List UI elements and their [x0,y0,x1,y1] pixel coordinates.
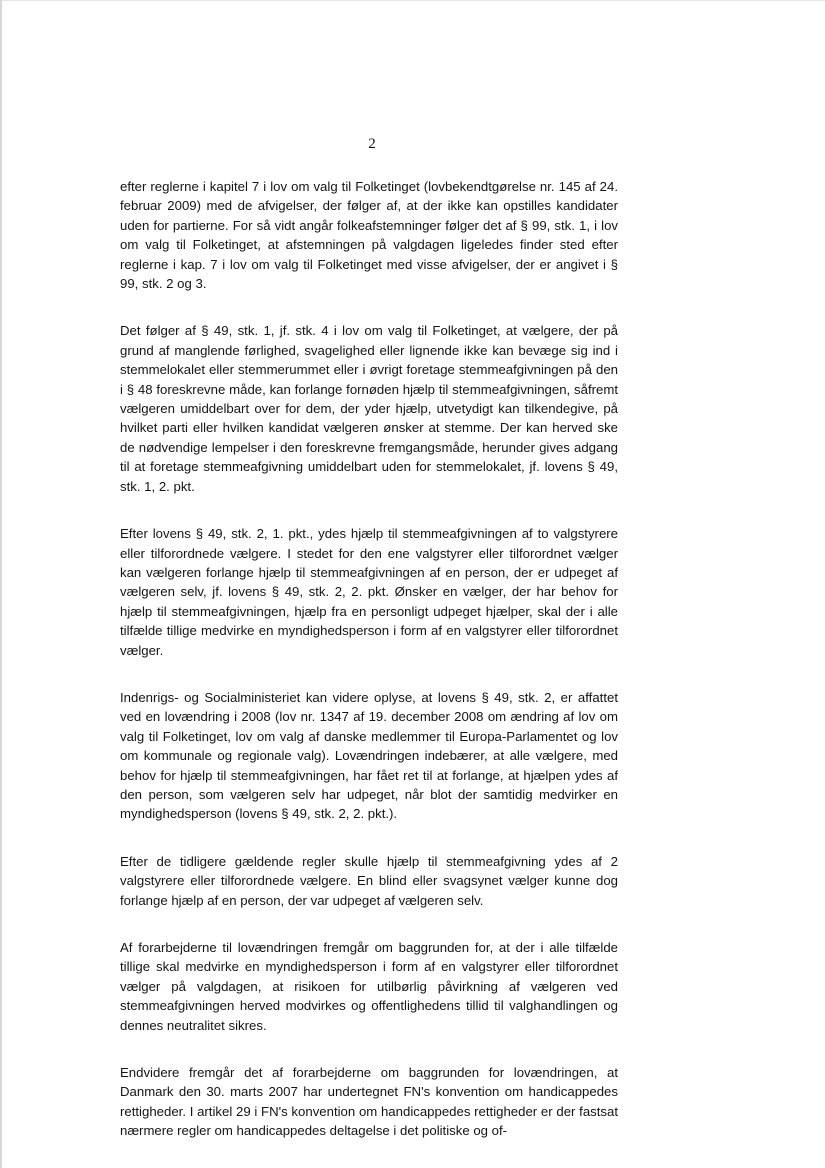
paragraph-5: Efter de tidligere gældende regler skulle hjælp til stemmeafgivning ydes af 2 valgstyrere eller tilforordnede vælgere. En blind eller svagsynet vælger kunne dog forlange hjælp af en person, der var udpeget af vælgeren selv. [120,853,618,908]
paragraph-6: Af forarbejderne til lovændringen fremgår om baggrunden for, at der i alle tilfælde tillige skal medvirke en myndighedsperson i form af en valgstyrer eller tilforordnet vælger på valgdagen, at risikoen for utilbørlig påvirkning af vælgeren ved stemmeafgivningen herved modvirkes og offentlighedens tillid til valghandlingen og dennes neutralitet sikres. [120,940,618,1033]
paragraph-3: Efter lovens § 49, stk. 2, 1. pkt., ydes hjælp til stemmeafgivningen af to valgstyrere eller tilforordnede vælgere. I stedet for den ene valgstyrer eller tilforordnet vælger kan vælgeren forlange hjælp til stemmeafgivningen af en person, der er udpeget af vælgeren selv, jf. lovens § 49, stk. 2, 2. pkt. Ønsker en vælger, der har behov for hjælp til stemmeafgivningen, hjælp fra en personligt udpeget hjælper, skal der i alle tilfælde tillige medvirke en myndighedsperson i form af en valgstyrer eller tilforordnet vælger. [120,526,618,658]
paragraph-1: efter reglerne i kapitel 7 i lov om valg til Folketinget (lovbekendtgørelse nr. 145 af 24. februar 2009) med de afvigelser, der følger af, at der ikke kan opstilles kandidater uden for partierne. For så vidt angår folkeafstemninger følger det af § 99, stk. 1, i lov om valg til Folketinget, at afstemningen på valgdagen ligeledes finder sted efter reglerne i kap. 7 i lov om valg til Folketinget med visse afvigelser, der er angivet i § 99, stk. 2 og 3. [120,179,618,292]
paragraph-4: Indenrigs- og Socialministeriet kan videre oplyse, at lovens § 49, stk. 2, er affattet ved en lovændring i 2008 (lov nr. 1347 af 19. december 2008 om ændring af lov om valg til Folketinget, lov om valg af danske medlemmer til Europa-Parlamentet og lov om kommunale og regionale valg). Lovændringen indebærer, at alle vælgere, med behov for hjælp til stemmeafgivningen, har fået ret til at forlange, at hjælpen ydes af den person, som vælgeren selv har udpeget, når blot der samtidig medvirker en myndighedsperson (lovens § 49, stk. 2, 2. pkt.). [120,689,618,822]
page-number: 2 [368,136,376,152]
paragraph-2: Det følger af § 49, stk. 1, jf. stk. 4 i lov om valg til Folketinget, at vælgere, der på grund af manglende førlighed, svagelighed eller lignende ikke kan bevæge sig ind i stemmelokalet eller stemmerummet eller i øvrigt foretage stemmeafgivningen på den i § 48 foreskrevne måde, kan forlange fornøden hjælp til stemmeafgivningen, såfremt vælgeren umiddelbart over for dem, der yder hjælp, utvetydigt kan tilkendegive, på hvilket parti eller hvilken kandidat vælgeren ønsker at stemme. Der kan herved ske de nødvendige lempelser i den foreskrevne fremgangsmåde, herunder gives adgang til at foretage stemmeafgivning umiddelbart uden for stemmelokalet, jf. lovens § 49, stk. 1, 2. pkt. [120,323,618,494]
document-body [120,177,618,1141]
paragraph-7: Endvidere fremgår det af forarbejderne om baggrunden for lovændringen, at Danmark den 30. marts 2007 har undertegnet FN's konvention om handicappedes rettigheder. I artikel 29 i FN's konvention om handicappedes rettigheder er der fastsat nærmere regler om handicappedes deltagelse i det politiske og of- [120,1065,618,1139]
